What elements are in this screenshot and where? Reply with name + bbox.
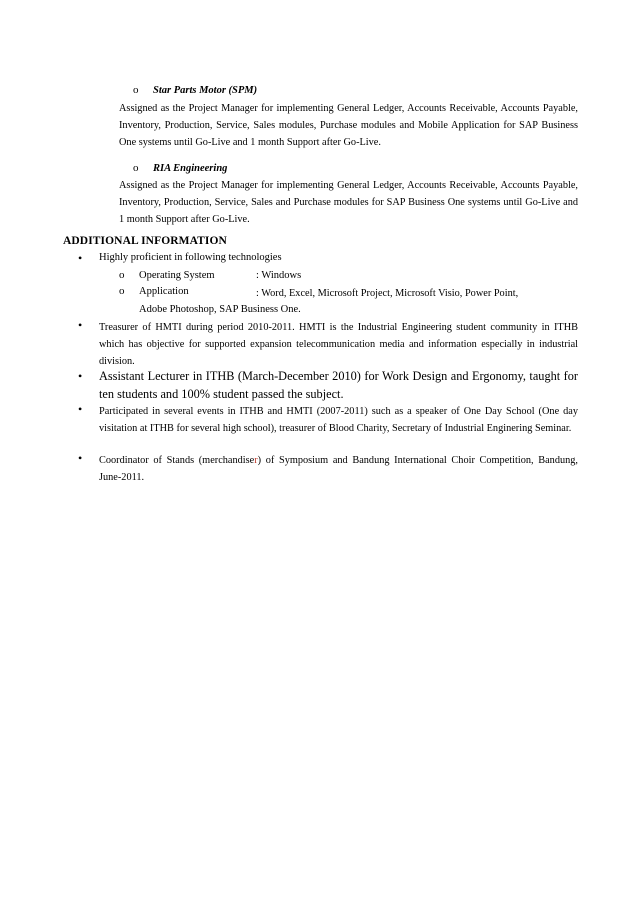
sub-bullet: o [133,162,139,174]
tech-value-application: : Word, Excel, Microsoft Project, Microsoft Visio, Power Point, [256,288,519,299]
sub-bullet: o [119,269,125,281]
events-text: Participated in several events in ITHB and HMTI (2007-2011) such as a speaker of One Day School (One day visitation at ITHB for several high school), treasurer of Blood Charity, Secretary of Industrial Enginering Seminar. [99,406,578,434]
bullet: • [78,451,83,465]
tech-intro: Highly proficient in following technologies [99,252,282,263]
bullet: • [78,369,83,383]
tech-value-os: : Windows [256,270,302,281]
lecturer-text: Assistant Lecturer in ITHB (March-December 2010) for Work Design and Ergonomy, taught for ten students and 100% student passed the subject. [99,369,578,401]
coordinator-text-part: ) of Symposium and Bandung International Choir Competition, Bandung, June-2011. [99,455,578,483]
coordinator-text-part: Coordinator of Stands (merchandise [99,455,255,466]
project-description-ria: Assigned as the Project Manager for implementing General Ledger, Accounts Receivable, Accounts Payable, Inventory, Production, Service, Sales and Purchase modules for SAP Business One systems until Go-Live and 1 month Support after Go-Live. [119,180,578,225]
coordinator-text-highlight: r [254,455,258,466]
sub-bullet: o [119,285,125,297]
bullet: • [78,251,83,265]
project-title-spm: Star Parts Motor (SPM) [153,85,258,96]
tech-label-application: Application [139,286,189,297]
bullet: • [78,402,83,416]
project-title-ria: RIA Engineering [153,163,228,174]
coordinator-text [99,452,578,486]
bullet: • [78,318,83,332]
sub-bullet: o [133,84,139,96]
section-heading-additional-information: ADDITIONAL INFORMATION [63,235,227,247]
tech-value-application-cont: Adobe Photoshop, SAP Business One. [139,304,301,315]
project-description-spm: Assigned as the Project Manager for implementing General Ledger, Accounts Receivable, Accounts Payable, Inventory, Production, Service, Sales modules, Purchase modules and Mobile Application for SAP Business One systems until Go-Live and 1 month Support after Go-Live. [119,103,578,148]
treasurer-text: Treasurer of HMTI during period 2010-2011. HMTI is the Industrial Engineering student community in ITHB which has objective for supported expansion telecommunication media and information especially in industrial division. [99,322,578,367]
tech-label-os: Operating System [139,270,215,281]
